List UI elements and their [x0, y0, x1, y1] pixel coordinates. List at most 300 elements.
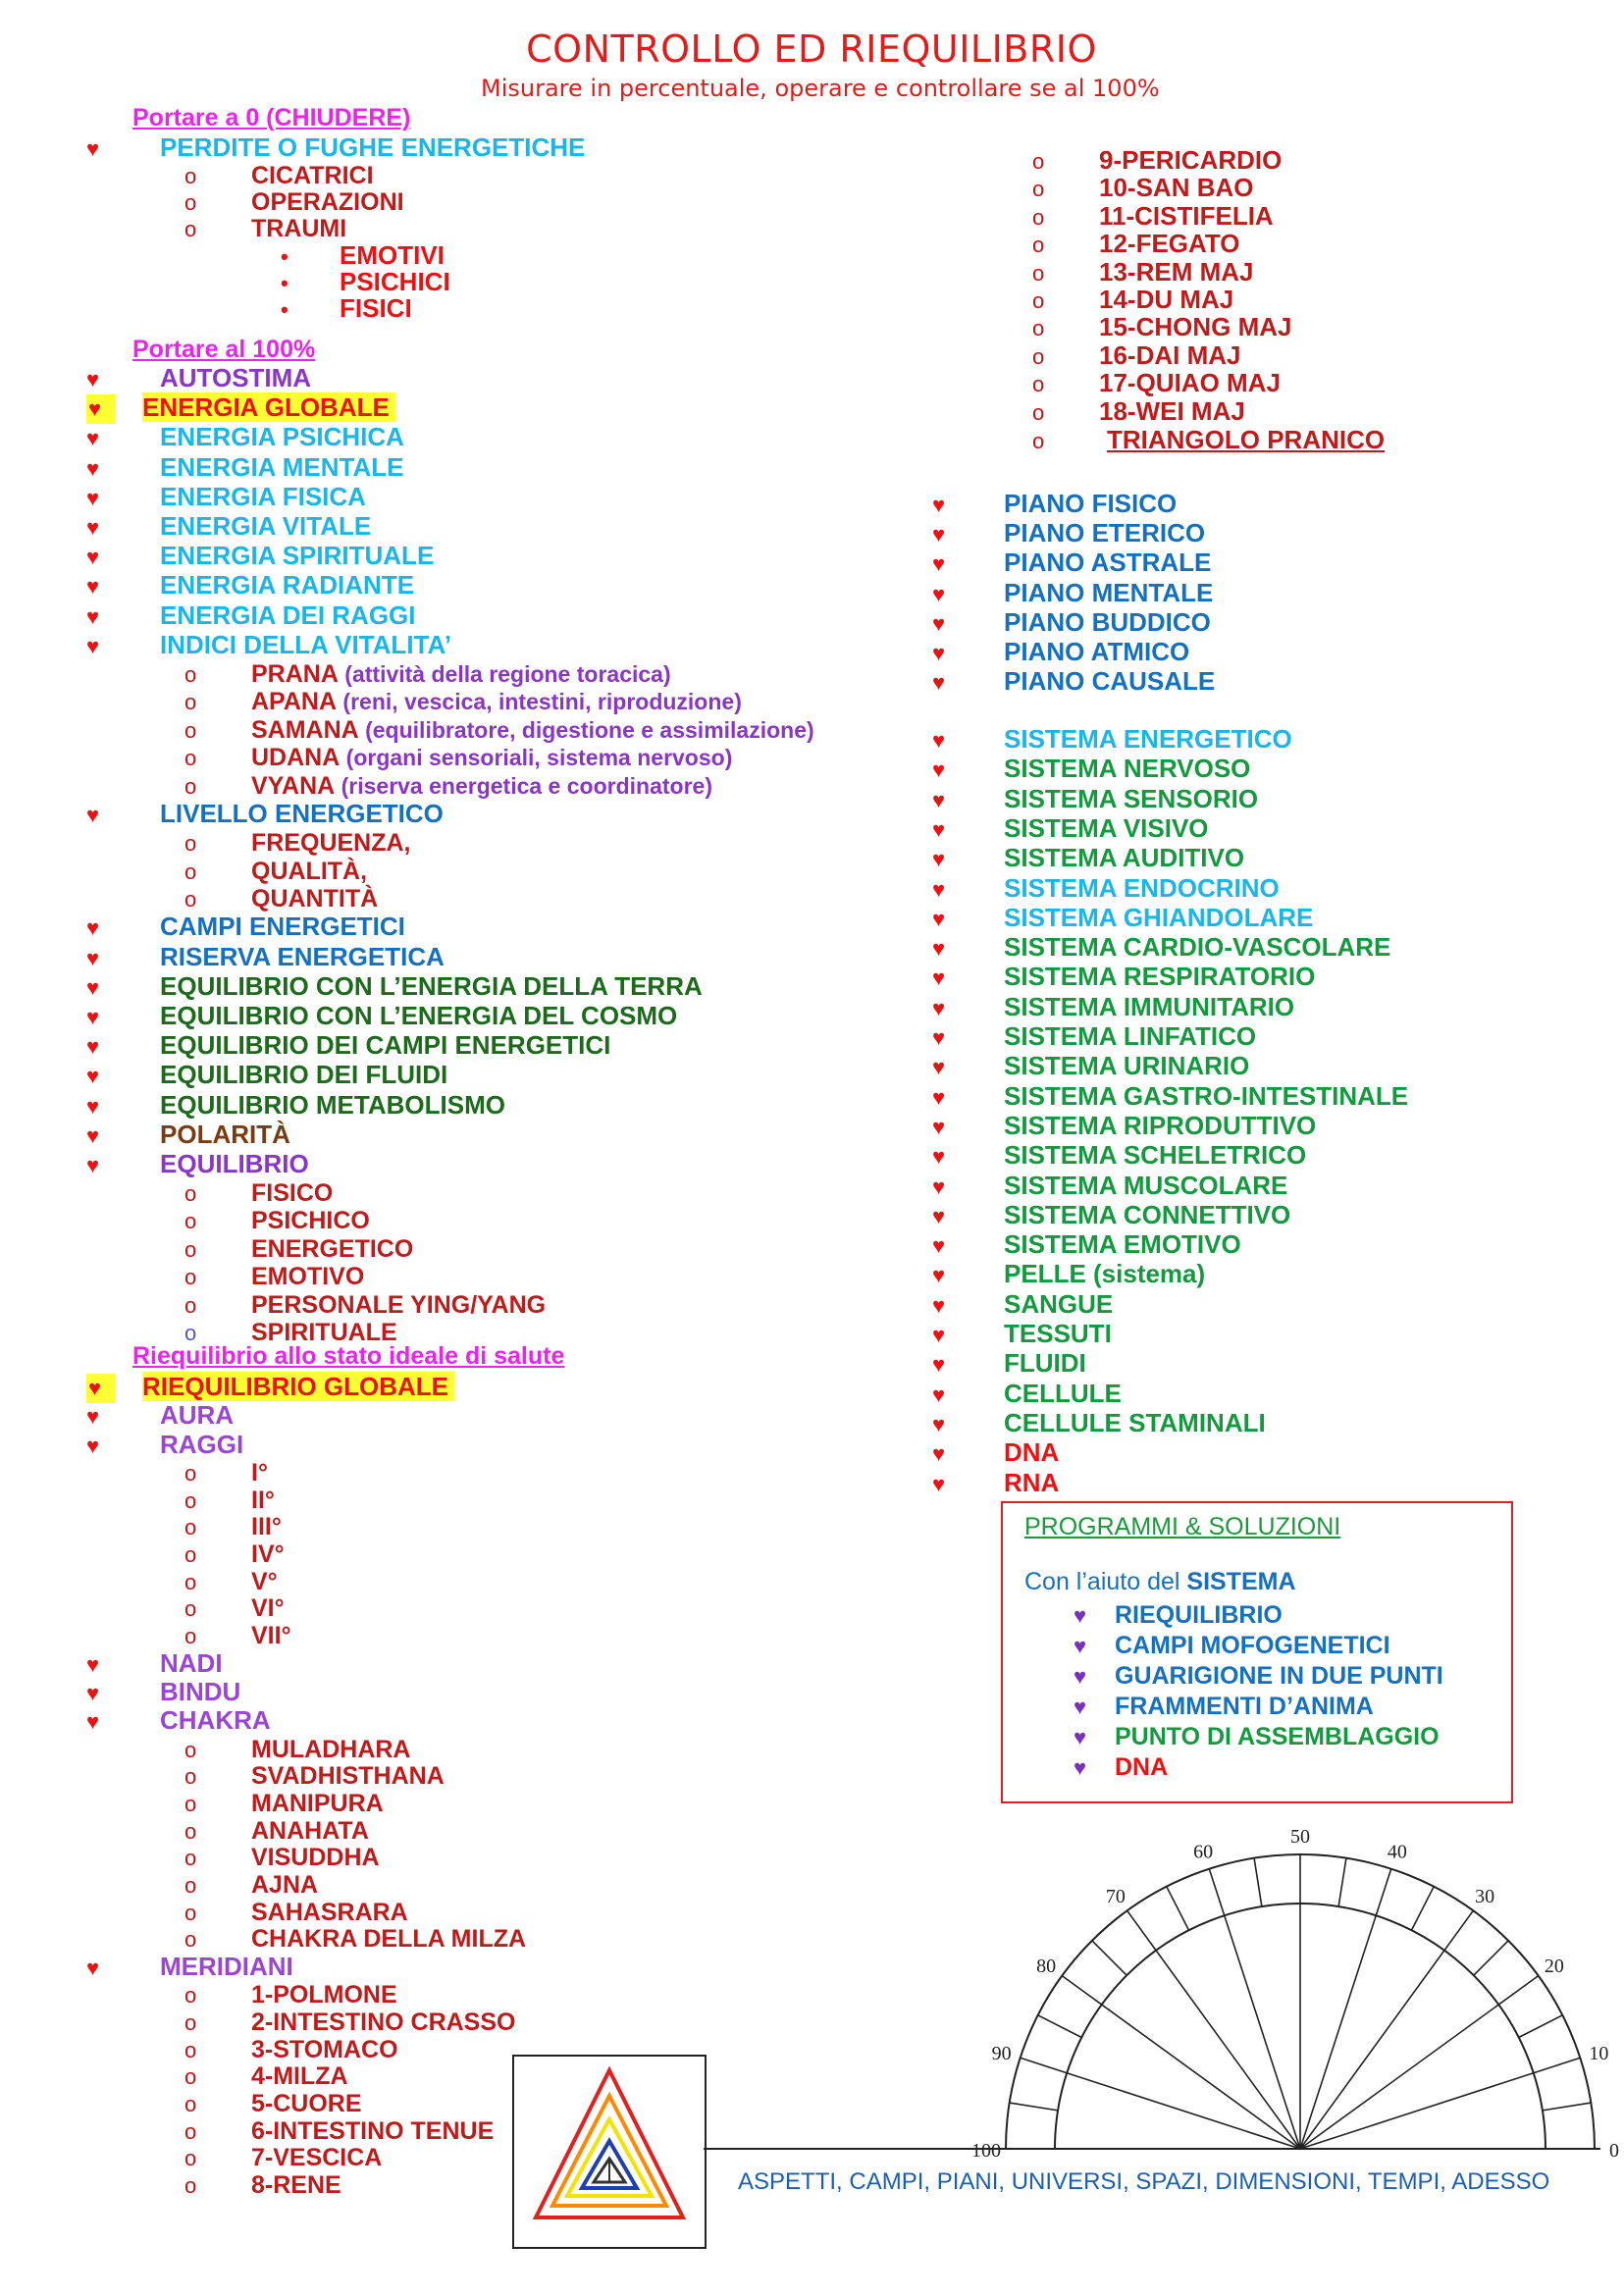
- programma-label: GUARIGIONE IN DUE PUNTI: [1115, 1662, 1443, 1690]
- protractor-label: 50: [1290, 1826, 1310, 1848]
- heart-bullet-icon: ♥: [86, 633, 100, 658]
- heart-bullet-icon: ♥: [1074, 1755, 1087, 1780]
- meridiano-item: [1032, 340, 1240, 372]
- protractor-tick: [1127, 1910, 1156, 1950]
- left-c-label: V°: [251, 1567, 278, 1595]
- circle-bullet-icon: o: [1032, 399, 1045, 425]
- sistema-item: [932, 1051, 1249, 1082]
- left-c-label: AURA: [160, 1400, 235, 1431]
- left-b-item: [184, 828, 411, 859]
- left-b-item: [86, 570, 414, 601]
- left-b-label: LIVELLO ENERGETICO: [160, 798, 444, 828]
- circle-bullet-icon: o: [1032, 177, 1045, 202]
- heart-bullet-icon: ♥: [86, 945, 100, 970]
- circle-bullet-icon: o: [184, 1596, 197, 1622]
- left-c-label: 3-STOMACO: [251, 2035, 398, 2063]
- circle-bullet-icon: o: [184, 2146, 197, 2171]
- heart-bullet-icon: ♥: [86, 1955, 100, 1980]
- piano-item: [932, 548, 1211, 579]
- sistema-item: [932, 1319, 1112, 1350]
- programma-label: RIEQUILIBRIO: [1115, 1601, 1283, 1629]
- heart-bullet-icon: ♥: [932, 670, 946, 696]
- left-b-label: ENERGIA MENTALE: [160, 451, 404, 482]
- heart-bullet-icon: ♥: [86, 915, 100, 941]
- meridiano-item: [1032, 312, 1291, 343]
- left-b-item: [184, 884, 378, 914]
- left-b-item: [86, 541, 434, 572]
- circle-bullet-icon: o: [184, 216, 197, 241]
- left-b-label: APANA: [251, 688, 338, 716]
- circle-bullet-icon: o: [1032, 316, 1045, 341]
- left-b-label: EQUILIBRIO DEI FLUIDI: [160, 1060, 448, 1090]
- circle-bullet-icon: o: [1032, 429, 1045, 453]
- sistema-label: DNA: [1004, 1437, 1060, 1468]
- circle-bullet-icon: o: [184, 1792, 197, 1817]
- protractor-tick: [1338, 1858, 1346, 1906]
- left-c-item: [86, 1952, 293, 1983]
- footer-text: ASPETTI, CAMPI, PIANI, UNIVERSI, SPAZI, DIMENSIONI, TEMPI, ADESSO: [738, 2168, 1550, 2195]
- meridiano-label: 14-DU MAJ: [1099, 285, 1234, 314]
- dot-bullet-icon: •: [281, 243, 288, 269]
- left-c-label: MULADHARA: [251, 1735, 411, 1763]
- sistema-item: [932, 813, 1209, 845]
- left-c-label: AJNA: [251, 1871, 319, 1900]
- sistema-item: [932, 1021, 1256, 1053]
- heart-bullet-icon: ♥: [86, 1681, 100, 1706]
- protractor-tick: [1411, 1887, 1434, 1931]
- meridiano-label: 17-QUIAO MAJ: [1099, 368, 1281, 398]
- meridiano-label: 18-WEI MAJ: [1099, 395, 1245, 426]
- heart-bullet-icon: ♥: [932, 847, 946, 872]
- left-b-item: [86, 452, 403, 484]
- page-title: CONTROLLO ED RIEQUILIBRIO: [526, 27, 1097, 71]
- heading-ideal: Riequilibrio allo stato ideale di salute: [132, 1342, 565, 1370]
- sistema-item: [932, 724, 1292, 756]
- left-b-item: [184, 857, 367, 887]
- sistema-item: [932, 1171, 1287, 1202]
- heart-bullet-icon: ♥: [932, 1382, 946, 1407]
- circle-bullet-icon: o: [184, 1569, 197, 1594]
- protractor-tick: [1444, 1910, 1473, 1950]
- piano-label: PIANO ATMICO: [1004, 637, 1190, 666]
- left-c-item: [184, 1870, 318, 1901]
- circle-bullet-icon: o: [184, 1487, 197, 1513]
- heart-bullet-icon: ♥: [86, 603, 100, 629]
- left-c-item: [184, 1843, 380, 1873]
- circle-bullet-icon: o: [184, 831, 197, 857]
- sistema-label: CELLULE STAMINALI: [1004, 1407, 1266, 1437]
- heart-bullet-icon: ♥: [86, 1064, 100, 1089]
- meridiano-label: 13-REM MAJ: [1099, 256, 1254, 287]
- programma-label: CAMPI MOFOGENETICI: [1115, 1632, 1390, 1659]
- left-b-label: ENERGIA PSICHICA: [160, 422, 404, 452]
- triangle-box: [512, 2055, 707, 2249]
- circle-bullet-icon: o: [184, 189, 197, 215]
- left-b-label: ENERGIA FISICA: [160, 481, 366, 511]
- left-c-label: 4-MILZA: [251, 2062, 348, 2091]
- left-c-label: 8-RENE: [251, 2170, 341, 2199]
- heart-bullet-icon: ♥: [932, 581, 946, 606]
- heart-bullet-icon: ♥: [932, 906, 946, 931]
- protractor-ray: [1225, 1915, 1300, 2149]
- left-b-item: [86, 1001, 677, 1032]
- heart-bullet-icon: ♥: [932, 757, 946, 783]
- programma-item: [1074, 1632, 1390, 1660]
- sistema-label: SISTEMA VISIVO: [1004, 812, 1209, 843]
- piano-label: PIANO BUDDICO: [1004, 606, 1211, 637]
- left-b-desc: (attività della regione toracica): [338, 661, 671, 687]
- left-b-item: [184, 715, 814, 746]
- heart-bullet-icon: ♥: [932, 493, 946, 517]
- meridiano-item: [1032, 173, 1253, 204]
- triangolo-label: TRIANGOLO PRANICO: [1107, 425, 1386, 454]
- sistema-label: RNA: [1004, 1467, 1060, 1497]
- heart-bullet-icon: ♥: [86, 1034, 100, 1060]
- meridiano-item: [1032, 229, 1240, 260]
- heart-bullet-icon: ♥: [932, 965, 946, 991]
- left-c-item: [86, 1705, 271, 1737]
- protractor-tick: [1543, 2103, 1591, 2111]
- circle-bullet-icon: o: [1032, 233, 1045, 258]
- left-c-item: [86, 1372, 454, 1403]
- left-a-label: PSICHICI: [340, 266, 450, 296]
- meridiano-item: [1032, 285, 1233, 316]
- left-c-label: 6-INTESTINO TENUE: [251, 2116, 495, 2145]
- meridiano-item: [1032, 257, 1253, 288]
- protractor-label: 80: [1036, 1955, 1057, 1977]
- programma-item: [1074, 1723, 1440, 1751]
- circle-bullet-icon: o: [184, 1181, 197, 1207]
- left-b-item: [184, 687, 742, 717]
- meridiano-label: 10-SAN BAO: [1099, 173, 1254, 203]
- meridiano-label: 12-FEGATO: [1099, 229, 1240, 259]
- piano-item: [932, 637, 1189, 668]
- left-c-item: [184, 1593, 285, 1624]
- programma-item: [1074, 1601, 1283, 1630]
- programma-label: PUNTO DI ASSEMBLAGGIO: [1115, 1723, 1440, 1750]
- sistema-label: SISTEMA URINARIO: [1004, 1051, 1250, 1081]
- left-c-label: SAHASRARA: [251, 1898, 408, 1926]
- left-c-item: [184, 1980, 397, 2010]
- sistema-item: [932, 932, 1390, 964]
- heart-bullet-icon: ♥: [86, 515, 100, 540]
- protractor-tick: [1092, 1941, 1126, 1975]
- programma-item: [1074, 1662, 1443, 1691]
- left-b-label: CAMPI ENERGETICI: [160, 912, 405, 942]
- circle-bullet-icon: o: [1032, 343, 1045, 369]
- protractor-tick: [1062, 1976, 1101, 2005]
- protractor-tick: [1376, 1869, 1390, 1916]
- left-c-label: 1-POLMONE: [251, 1981, 397, 2009]
- heart-bullet-icon: ♥: [1074, 1695, 1087, 1719]
- sistema-label: SISTEMA LINFATICO: [1004, 1021, 1257, 1051]
- sistema-item: [932, 903, 1313, 934]
- sistema-label: SISTEMA AUDITIVO: [1004, 843, 1245, 873]
- left-c-item: [86, 1648, 223, 1680]
- protractor-ray: [1300, 1951, 1444, 2149]
- circle-bullet-icon: o: [184, 2118, 197, 2144]
- protractor-tick: [1534, 2058, 1581, 2072]
- heart-bullet-icon: ♥: [86, 1374, 116, 1403]
- left-b-item: [184, 1262, 364, 1292]
- sistema-label: SISTEMA NERVOSO: [1004, 754, 1251, 784]
- circle-bullet-icon: o: [184, 1624, 197, 1649]
- heart-bullet-icon: ♥: [932, 995, 946, 1020]
- left-b-label: EQUILIBRIO CON L’ENERGIA DEL COSMO: [160, 1000, 678, 1030]
- sistema-label: SISTEMA GASTRO-INTESTINALE: [1004, 1080, 1409, 1111]
- left-c-label: VI°: [251, 1594, 285, 1623]
- piano-item: [932, 578, 1213, 609]
- sistema-label: SANGUE: [1004, 1288, 1114, 1319]
- heart-bullet-icon: ♥: [932, 641, 946, 665]
- sistema-item: [932, 843, 1244, 874]
- meridiano-item: [1032, 368, 1281, 399]
- left-b-label: FREQUENZA,: [251, 829, 411, 858]
- sistema-item: [932, 1437, 1059, 1469]
- protractor-label: 70: [1105, 1886, 1126, 1908]
- sistema-item: [932, 1200, 1290, 1231]
- protractor-label: 90: [991, 2043, 1012, 2065]
- heart-bullet-icon: ♥: [932, 1352, 946, 1378]
- protractor-ray: [1067, 2073, 1300, 2149]
- programmi-intro: [1024, 1568, 1296, 1596]
- left-b-label: AUTOSTIMA: [160, 363, 312, 392]
- sistema-item: [932, 962, 1315, 993]
- sistema-label: SISTEMA RIPRODUTTIVO: [1004, 1110, 1317, 1140]
- left-c-label: MANIPURA: [251, 1790, 384, 1818]
- left-b-item: [86, 600, 416, 632]
- protractor-tick: [1498, 1976, 1538, 2005]
- left-b-item: [86, 1030, 610, 1062]
- left-b-desc: (riserva energetica e coordinatore): [335, 772, 712, 799]
- left-b-label: ENERGETICO: [251, 1234, 414, 1263]
- left-b-item: [86, 482, 366, 513]
- left-b-label: PSICHICO: [251, 1207, 370, 1235]
- piano-item: [932, 666, 1215, 698]
- circle-bullet-icon: o: [184, 1764, 197, 1790]
- left-c-label: VII°: [251, 1622, 291, 1650]
- protractor-tick: [1167, 1887, 1189, 1931]
- circle-bullet-icon: o: [184, 1927, 197, 1953]
- left-c-item: [184, 1761, 445, 1792]
- left-b-item: [86, 1149, 309, 1180]
- left-c-item: [184, 1898, 408, 1928]
- left-b-label: ENERGIA RADIANTE: [160, 570, 415, 600]
- left-b-label: EQUILIBRIO CON L’ENERGIA DELLA TERRA: [160, 970, 703, 1001]
- circle-bullet-icon: o: [184, 2037, 197, 2062]
- page-subtitle: Misurare in percentuale, operare e controllare se al 100%: [481, 75, 1160, 102]
- sistema-item: [932, 784, 1258, 815]
- heart-bullet-icon: ♥: [932, 1203, 946, 1228]
- heart-bullet-icon: ♥: [86, 974, 100, 1000]
- left-a-label: OPERAZIONI: [251, 187, 404, 216]
- left-b-item: [86, 912, 405, 943]
- piano-label: PIANO CAUSALE: [1004, 666, 1216, 697]
- left-b-item: [184, 1206, 370, 1236]
- left-b-label: EQUILIBRIO: [160, 1148, 309, 1178]
- left-c-item: [184, 1621, 291, 1651]
- left-b-item: [184, 1178, 333, 1209]
- circle-bullet-icon: o: [184, 886, 197, 912]
- left-c-item: [184, 2035, 398, 2065]
- heart-bullet-icon: ♥: [932, 1084, 946, 1110]
- heart-bullet-icon: ♥: [932, 1055, 946, 1080]
- left-c-label: CHAKRA DELLA MILZA: [251, 1925, 527, 1954]
- sistema-label: SISTEMA ENDOCRINO: [1004, 872, 1280, 903]
- left-b-item: [86, 630, 451, 661]
- sistema-label: SISTEMA MUSCOLARE: [1004, 1170, 1288, 1200]
- circle-bullet-icon: o: [1032, 204, 1045, 230]
- left-a-label: FISICI: [340, 292, 412, 323]
- heart-bullet-icon: ♥: [932, 1411, 946, 1436]
- protractor-tick: [1038, 2015, 1082, 2038]
- left-b-desc: (equilibratore, digestione e assimilazione): [358, 716, 814, 743]
- sistema-item: [932, 1229, 1241, 1261]
- meridiano-item: [1032, 201, 1274, 233]
- left-b-label: QUALITÀ,: [251, 857, 368, 885]
- left-c-label: SVADHISTHANA: [251, 1762, 445, 1791]
- heart-bullet-icon: ♥: [932, 728, 946, 753]
- programmi-box: [1001, 1501, 1513, 1803]
- protractor-tick: [1519, 2015, 1563, 2038]
- protractor-tick: [1254, 1858, 1262, 1906]
- left-c-label: RAGGI: [160, 1429, 244, 1459]
- heart-bullet-icon: ♥: [86, 394, 116, 424]
- left-b-label: ENERGIA DEI RAGGI: [160, 600, 416, 630]
- left-b-item: [184, 1234, 413, 1265]
- heart-bullet-icon: ♥: [932, 551, 946, 577]
- left-c-label: III°: [251, 1513, 282, 1541]
- circle-bullet-icon: o: [184, 2091, 197, 2116]
- circle-bullet-icon: o: [184, 1846, 197, 1871]
- meridiano-label: 9-PERICARDIO: [1099, 145, 1283, 175]
- triangolo-item: [1032, 425, 1385, 456]
- heart-bullet-icon: ♥: [86, 1004, 100, 1029]
- left-c-item: [184, 1567, 278, 1597]
- circle-bullet-icon: o: [184, 1292, 197, 1318]
- sistema-item: [932, 873, 1280, 905]
- left-b-label: INDICI DELLA VITALITA’: [160, 629, 452, 659]
- piano-item: [932, 518, 1205, 549]
- protractor-tick: [1209, 1869, 1224, 1916]
- left-c-item: [184, 2143, 382, 2173]
- circle-bullet-icon: o: [184, 2172, 197, 2198]
- piano-item: [932, 607, 1211, 639]
- heading-100: Portare al 100%: [132, 336, 316, 363]
- programma-item: [1074, 1693, 1374, 1721]
- heart-bullet-icon: ♥: [1074, 1725, 1087, 1749]
- meridiano-label: 16-DAI MAJ: [1099, 339, 1241, 370]
- protractor-ray: [1102, 2005, 1300, 2149]
- left-b-item: [184, 743, 732, 773]
- circle-bullet-icon: o: [1032, 260, 1045, 286]
- heart-bullet-icon: ♥: [86, 136, 100, 161]
- circle-bullet-icon: o: [184, 1542, 197, 1568]
- sistema-label: TESSUTI: [1004, 1319, 1112, 1348]
- left-b-item: [184, 659, 671, 690]
- left-c-label: NADI: [160, 1647, 223, 1678]
- heart-bullet-icon: ♥: [932, 816, 946, 842]
- left-b-desc: (organi sensoriali, sistema nervoso): [340, 745, 733, 771]
- left-c-label: BINDU: [160, 1677, 241, 1707]
- left-c-label: MERIDIANI: [160, 1951, 293, 1981]
- protractor-tick: [1010, 2103, 1058, 2111]
- left-b-item: [86, 971, 703, 1003]
- left-b-item: [86, 422, 404, 453]
- circle-bullet-icon: o: [1032, 288, 1045, 313]
- left-b-item: [184, 771, 712, 802]
- sistema-item: [932, 1379, 1122, 1410]
- meridiano-label: 15-CHONG MAJ: [1099, 312, 1292, 342]
- circle-bullet-icon: o: [184, 1515, 197, 1540]
- left-a-label: EMOTIVI: [340, 239, 445, 270]
- meridiano-item: [1032, 396, 1245, 428]
- heart-bullet-icon: ♥: [86, 1709, 100, 1735]
- protractor-label: 30: [1475, 1886, 1495, 1908]
- sistema-label: SISTEMA ENERGETICO: [1004, 724, 1292, 754]
- circle-bullet-icon: o: [184, 1818, 197, 1844]
- left-c-label: 7-VESCICA: [251, 2144, 383, 2172]
- circle-bullet-icon: o: [184, 1737, 197, 1762]
- left-b-item: [86, 1120, 290, 1151]
- piano-label: PIANO MENTALE: [1004, 577, 1214, 607]
- piano-label: PIANO FISICO: [1004, 489, 1178, 518]
- heart-bullet-icon: ♥: [1074, 1603, 1087, 1628]
- circle-bullet-icon: o: [184, 859, 197, 884]
- left-c-item: [184, 1539, 285, 1570]
- piano-label: PIANO ETERICO: [1004, 518, 1206, 548]
- heart-bullet-icon: ♥: [86, 574, 100, 600]
- left-c-item: [86, 1430, 243, 1461]
- left-c-label: VISUDDHA: [251, 1844, 380, 1872]
- sistema-label: SISTEMA SENSORIO: [1004, 783, 1259, 813]
- heart-bullet-icon: ♥: [86, 1152, 100, 1177]
- heart-bullet-icon: ♥: [932, 522, 946, 548]
- circle-bullet-icon: o: [184, 717, 197, 743]
- sistema-item: [932, 1468, 1059, 1499]
- circle-bullet-icon: o: [184, 662, 197, 687]
- left-b-label: ENERGIA VITALE: [160, 511, 372, 541]
- heart-bullet-icon: ♥: [1074, 1634, 1087, 1658]
- left-a-item: [281, 293, 412, 325]
- sistema-label: FLUIDI: [1004, 1348, 1086, 1379]
- left-b-item: [86, 799, 444, 830]
- left-b-item: [86, 1060, 447, 1091]
- heart-bullet-icon: ♥: [932, 1174, 946, 1199]
- circle-bullet-icon: o: [184, 1983, 197, 2008]
- circle-bullet-icon: o: [184, 1461, 197, 1487]
- left-b-item: [86, 1090, 505, 1121]
- left-b-label: EQUILIBRIO METABOLISMO: [160, 1089, 505, 1120]
- programma-label: FRAMMENTI D’ANIMA: [1115, 1693, 1374, 1720]
- circle-bullet-icon: o: [184, 773, 197, 799]
- left-b-label: FISICO: [251, 1179, 334, 1208]
- programmi-intro-bold: SISTEMA: [1186, 1568, 1296, 1595]
- left-a-item: [86, 132, 585, 164]
- heart-bullet-icon: ♥: [932, 936, 946, 962]
- left-a-label: CICATRICI: [251, 161, 374, 189]
- left-c-label: 5-CUORE: [251, 2089, 362, 2117]
- programmi-header: PROGRAMMI & SOLUZIONI: [1024, 1513, 1341, 1540]
- left-c-item: [184, 1458, 268, 1488]
- sistema-label: PELLE (sistema): [1004, 1259, 1206, 1289]
- heart-bullet-icon: ♥: [1074, 1664, 1087, 1689]
- sistema-label: SISTEMA RESPIRATORIO: [1004, 962, 1316, 992]
- left-c-item: [86, 1400, 234, 1432]
- dot-bullet-icon: •: [281, 270, 288, 295]
- left-c-item: [184, 2061, 348, 2092]
- circle-bullet-icon: o: [184, 2064, 197, 2090]
